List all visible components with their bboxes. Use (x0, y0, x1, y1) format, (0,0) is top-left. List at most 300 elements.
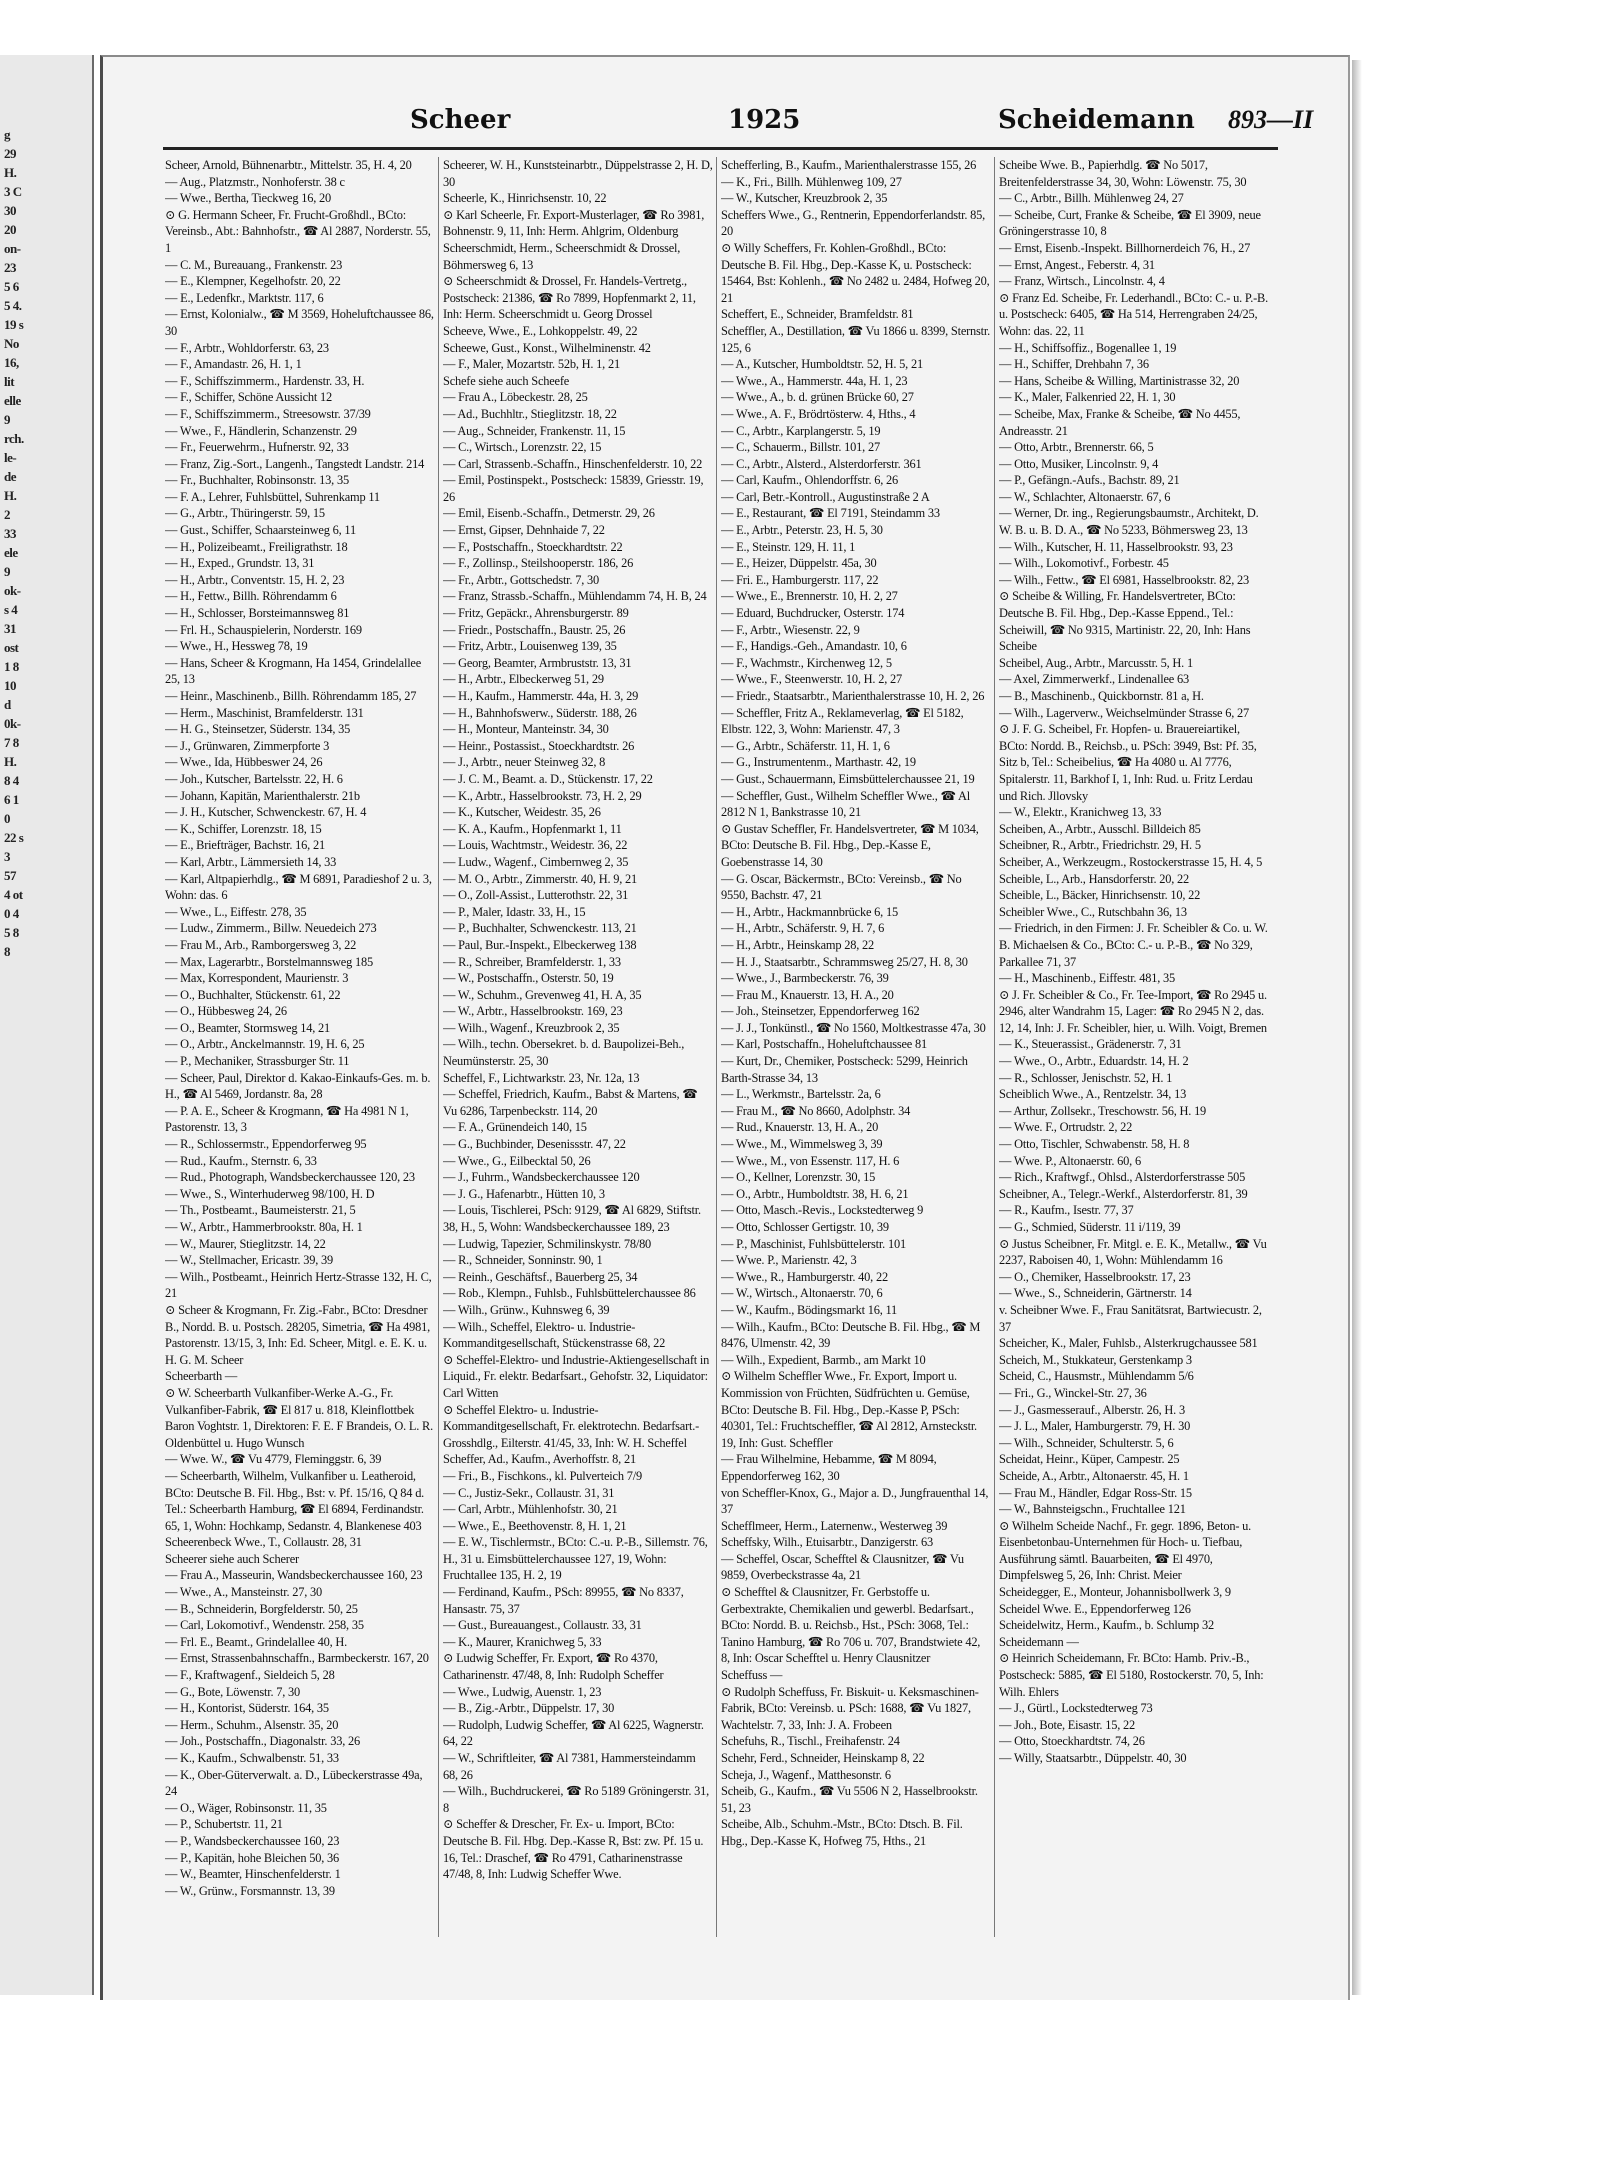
directory-entry: ⊙ Wilhelm Scheffler Wwe., Fr. Export, Import u. Kommission von Früchten, Südfrüchten u. Gemüse, BCto: Deutsche B. Fil. Hbg., Dep.-Kasse P, PSch: 40301, Tel.: Fruchtscheffler, ☎ Al 2812, Arnsteckstr. 19, Inh: Gust. Scheffler (721, 1369, 977, 1450)
directory-entry: — Otto, Masch.-Revis., Lockstedterweg 9 (721, 1203, 924, 1218)
directory-entry: — W., Elektr., Kranichweg 13, 33 (999, 805, 1162, 820)
directory-entry: — F., Wachmstr., Kirchenweg 12, 5 (721, 655, 892, 670)
directory-entry: — Hans, Scheibe & Willing, Martinistrasse 32, 20 (999, 373, 1240, 388)
directory-entry: — Fri., B., Fischkons., kl. Pulverteich 7/9 (443, 1468, 642, 1483)
directory-entry: — E., Arbtr., Peterstr. 23, H. 5, 30 (721, 523, 883, 538)
directory-entry: — Fr., Arbtr., Gottschedstr. 7, 30 (443, 572, 600, 587)
page-number: 893—II (1228, 105, 1314, 134)
directory-entry: Scheibner, A., Telegr.-Werkf., Alsterdorferstr. 81, 39 (999, 1186, 1248, 1201)
directory-entry: — Wwe. W., ☎ Vu 4779, Fleminggstr. 6, 39 (165, 1452, 382, 1467)
directory-entry: — F. A., Lehrer, Fuhlsbüttel, Suhrenkamp 11 (165, 489, 380, 504)
header-first-entry: Scheer (410, 105, 511, 135)
directory-entry: Scheibe Wwe. B., Papierhdlg. ☎ No 5017, Breitenfelderstrasse 34, 30, Wohn: Löwenstr. 75, 30 (999, 158, 1247, 189)
directory-entry: — Wwe. P., Marienstr. 42, 3 (721, 1253, 857, 1268)
directory-entry: ⊙ Rudolph Scheffuss, Fr. Biskuit- u. Keksmaschinen-Fabrik, BCto: Vereinsb. u. PSch: 1688, ☎ Vu 1827, Wachtelstr. 7, 33, Inh: J. A. Frobeen (721, 1684, 979, 1732)
directory-entry: — J. J., Tonkünstl., ☎ No 1560, Moltkestrasse 47a, 30 (721, 1020, 986, 1035)
directory-entry: — Th., Postbeamt., Baumeisterstr. 21, 5 (165, 1203, 356, 1218)
directory-entry: — Wilh., Lokomotivf., Forbestr. 45 (999, 556, 1169, 571)
directory-entry: — H., Monteur, Manteinstr. 34, 30 (443, 722, 609, 737)
directory-entry: — Ferdinand, Kaufm., PSch: 89955, ☎ No 8337, Hansastr. 75, 37 (443, 1585, 684, 1616)
directory-entry: — Otto, Schlosser Gertigstr. 10, 39 (721, 1220, 889, 1234)
directory-entry: — Friedrich, in den Firmen: J. Fr. Scheibler & Co. u. W. B. Michaelsen & Co., BCto: C.- u. P.-B., ☎ No 329, Parkallee 71, 37 (999, 921, 1268, 969)
directory-entry: — K., Kaufm., Schwalbenstr. 51, 33 (165, 1751, 339, 1765)
directory-entry: Scheiblich Wwe., A., Rentzelstr. 34, 13 (999, 1087, 1187, 1102)
directory-entry: — Otto, Tischler, Schwabenstr. 58, H. 8 (999, 1137, 1190, 1152)
directory-entry: — Ernst, Gipser, Dehnhaide 7, 22 (443, 523, 605, 538)
directory-entry: — W., Arbtr., Hammerbrookstr. 80a, H. 1 (165, 1220, 363, 1234)
directory-entry: — K., Fri., Billh. Mühlenweg 109, 27 (721, 174, 902, 189)
directory-entry: — F., Schiffer, Schöne Aussicht 12 (165, 390, 333, 405)
directory-entry: — W., Kutscher, Kreuzbrook 2, 35 (721, 191, 888, 206)
directory-entry: — J. C. M., Beamt. a. D., Stückenstr. 17, 22 (443, 771, 653, 786)
directory-entry: — K., Kutscher, Weidestr. 35, 26 (443, 805, 601, 820)
directory-page (100, 55, 1350, 2000)
directory-entry: — Frau A., Masseurin, Wandsbeckerchaussee 160, 23 (165, 1568, 423, 1583)
directory-entry: Scheffsky, Wilh., Etuisarbtr., Danzigerstr. 63 (721, 1535, 934, 1550)
directory-entry: Scheerenbeck Wwe., T., Collaustr. 28, 31 (165, 1535, 362, 1550)
directory-entry: — H., Arbtr., Elbeckerweg 51, 29 (443, 672, 604, 687)
directory-entry: — O., Buchhalter, Stückenstr. 61, 22 (165, 987, 341, 1002)
directory-entry: — J., Gürtl., Lockstedterweg 73 (999, 1701, 1153, 1716)
adjacent-page-text: g 29 H. 3 C 30 20 on- 23 5 6 5 4. 19 s No 16, lit elle 9 rch. le- de H. 2 33 ele 9 ok- s 4 31 ost 1 8 10 d 0k- 7 8 H. 8 4 6 1 0 22 s 3 57 4 ot 0 4 5 8 8 (4, 127, 24, 959)
directory-entry: Scheffert, E., Schneider, Bramfeldstr. 81 (721, 307, 914, 322)
directory-entry: — Scheer, Paul, Direktor d. Kakao-Einkaufs-Ges. m. b. H., ☎ Al 5469, Jordanstr. 8a, 28 (165, 1070, 431, 1102)
directory-entry: — Friedr., Staatsarbtr., Marienthalerstrasse 10, H. 2, 26 (721, 689, 985, 703)
directory-entry: — Carl, Strassenb.-Schaffn., Hinschenfelderstr. 10, 22 (443, 456, 703, 471)
directory-entry: — K., Arbtr., Hasselbrookstr. 73, H. 2, 29 (443, 788, 642, 803)
directory-entry: Scheib, G., Kaufm., ☎ Vu 5506 N 2, Hasselbrookstr. 51, 23 (721, 1784, 978, 1815)
directory-entry: — J. L., Maler, Hamburgerstr. 79, H. 30 (999, 1419, 1191, 1434)
directory-entry: Scheeve, Wwe., E., Lohkoppelstr. 49, 22 (443, 323, 638, 338)
directory-entry: — K., Steuerassist., Grädenerstr. 7, 31 (999, 1037, 1182, 1052)
directory-entry: Scheidat, Heinr., Küper, Campestr. 25 (999, 1452, 1180, 1467)
directory-entry: Scheerer, W. H., Kunststeinarbtr., Düppelstrasse 2, H. D, 30 (443, 158, 713, 189)
directory-entry: ⊙ Scheffer & Drescher, Fr. Ex- u. Import, BCto: Deutsche B. Fil. Hbg. Dep.-Kasse R, Bst: zw. Pf. 15 u. 16, Tel.: Draschef, ☎ Ro 4791, Catharinenstrasse 47/48, 8, Inh: Ludwig Scheffer Wwe. (443, 1817, 704, 1882)
directory-entry: — K., Maurer, Kranichweg 5, 33 (443, 1634, 602, 1649)
directory-entry: — Wwe., Ida, Hübbeswer 24, 26 (165, 755, 323, 770)
directory-entry: — W., Kaufm., Bödingsmarkt 16, 11 (721, 1302, 898, 1317)
directory-entry: — Carl, Arbtr., Mühlenhofstr. 30, 21 (443, 1502, 618, 1517)
directory-entry: — O., Zoll-Assist., Lutterothstr. 22, 31 (443, 888, 629, 903)
directory-entry: Scheffers Wwe., G., Rentnerin, Eppendorferlandstr. 85, 20 (721, 207, 986, 239)
directory-entry: — Carl, Lokomotivf., Wendenstr. 258, 35 (165, 1618, 364, 1633)
directory-entry: — O., Beamter, Stormsweg 14, 21 (165, 1020, 331, 1035)
directory-entry: — Rud., Knauerstr. 13, H. A., 20 (721, 1120, 879, 1135)
directory-entry: — Reinh., Geschäftsf., Bauerberg 25, 34 (443, 1269, 638, 1284)
directory-entry: — E., Klempner, Kegelhofstr. 20, 22 (165, 274, 341, 289)
directory-entry: — P., Maler, Idastr. 33, H., 15 (443, 904, 586, 919)
directory-entry: — K., Schiffer, Lorenzstr. 18, 15 (165, 821, 322, 836)
directory-entry: — C., Arbtr., Billh. Mühlenweg 24, 27 (999, 191, 1184, 206)
directory-entry: ⊙ Willy Scheffers, Fr. Kohlen-Großhdl., BCto: Deutsche B. Fil. Hbg., Dep.-Kasse K, u. Postscheck: 15464, Bst: Kohlenh., ☎ No 2482 u. 2484, Hofweg 20, 21 (721, 240, 990, 305)
directory-entry: — W., Arbtr., Hasselbrookstr. 169, 23 (443, 1004, 623, 1019)
directory-entry: — Heinr., Postassist., Stoeckhardtstr. 26 (443, 738, 635, 753)
directory-entry: — W., Beamter, Hinschenfelderstr. 1 (165, 1867, 341, 1882)
directory-entry: — Frl. E., Beamt., Grindelallee 40, H. (165, 1634, 348, 1649)
directory-entry: Scheidemann — (999, 1634, 1079, 1649)
column-4 (999, 157, 1269, 1957)
directory-entry: — B., Schneiderin, Borgfelderstr. 50, 25 (165, 1601, 358, 1616)
directory-entry: — Max, Korrespondent, Maurienstr. 3 (165, 971, 349, 986)
directory-entry: — Wwe., M., von Essenstr. 117, H. 6 (721, 1153, 900, 1168)
directory-entry: — P., Buchhalter, Schwenckestr. 113, 21 (443, 921, 637, 936)
directory-entry: — Ludw., Wagenf., Cimbernweg 2, 35 (443, 854, 629, 869)
directory-entry: — Frau M., Händler, Edgar Ross-Str. 15 (999, 1485, 1192, 1500)
directory-entry: — Wwe., S., Schneiderin, Gärtnerstr. 14 (999, 1286, 1192, 1301)
directory-entry: — G., Arbtr., Thüringerstr. 59, 15 (165, 506, 325, 521)
column-2 (443, 157, 713, 1957)
directory-entry: — H., Kontorist, Süderstr. 164, 35 (165, 1701, 329, 1716)
directory-entry: — Karl, Arbtr., Lämmersieth 14, 33 (165, 854, 337, 869)
directory-entry: — Wilh., Kutscher, H. 11, Hasselbrookstr. 93, 23 (999, 539, 1233, 554)
directory-entry: von Scheffler-Knox, G., Major a. D., Jungfrauenthal 14, 37 (721, 1485, 989, 1517)
directory-entry: Scheich, M., Stukkateur, Gerstenkamp 3 (999, 1352, 1192, 1367)
running-head (103, 105, 1348, 145)
adjacent-page-strip (0, 55, 94, 1995)
directory-entry: ⊙ Wilhelm Scheide Nachf., Fr. gegr. 1896, Beton- u. Eisenbetonbau-Unternehmen für Hoch- u. Tiefbau, Ausführung sämtl. Bauarbeiten, ☎ El 4970, Dimpfelsweg 5, 26, Inh: Christ. Meier (999, 1518, 1252, 1583)
directory-entry: — Max, Lagerarbtr., Borstelmannsweg 185 (165, 954, 373, 969)
directory-entry: — P. A. E., Scheer & Krogmann, ☎ Ha 4981 N 1, Pastorenstr. 13, 3 (165, 1103, 409, 1135)
directory-entry: — Scheffler, Gust., Wilhelm Scheffler Wwe., ☎ Al 2812 N 1, Bankstrasse 10, 21 (721, 788, 970, 820)
directory-entry: — P., Schubertstr. 11, 21 (165, 1817, 283, 1832)
directory-entry: — Herm., Maschinist, Bramfelderstr. 131 (165, 705, 364, 720)
directory-entry: — J., Grünwaren, Zimmerpforte 3 (165, 738, 330, 753)
directory-entry: — Ludw., Zimmerm., Billw. Neuedeich 273 (165, 921, 377, 936)
directory-entry: — K., Maler, Falkenried 22, H. 1, 30 (999, 390, 1176, 405)
directory-entry: — K., Ober-Güterverwalt. a. D., Lübeckerstrasse 49a, 24 (165, 1767, 423, 1799)
directory-entry: — Gust., Schauermann, Eimsbüttelerchaussee 21, 19 (721, 771, 975, 786)
directory-entry: Scheerer siehe auch Scherer (165, 1551, 299, 1566)
directory-entry: — Scheerbarth, Wilhelm, Vulkanfiber u. Leatheroid, BCto: Deutsche B. Fil. Hbg., Bst: v. Pf. 15/16, Q 84 d. Tel.: Scheerbarth Hamburg, ☎ El 6894, Ferdinandstr. 65, 1, Wohn: Hochkamp, Sedanstr. 4, Blankenese 403 (165, 1468, 425, 1533)
directory-entry: — Rob., Klempn., Fuhlsb., Fuhlsbüttelerchaussee 86 (443, 1286, 696, 1301)
directory-entry: — Axel, Zimmerwerkf., Lindenallee 63 (999, 672, 1189, 687)
directory-entry: — R., Schlossermstr., Eppendorferweg 95 (165, 1137, 367, 1152)
directory-entry: — P., Maschinist, Fuhlsbüttelerstr. 101 (721, 1236, 906, 1251)
directory-entry: — Werner, Dr. ing., Regierungsbaumstr., Architekt, D. W. B. u. B. D. A., ☎ No 5233, Böhmersweg 23, 13 (999, 506, 1259, 538)
directory-entry: — Emil, Postinspekt., Postscheck: 15839, Griesstr. 19, 26 (443, 473, 704, 504)
directory-entry: — K. A., Kaufm., Hopfenmarkt 1, 11 (443, 821, 622, 836)
directory-entry: — Franz, Strassb.-Schaffn., Mühlendamm 74, H. B, 24 (443, 589, 707, 604)
directory-entry: — Wwe., Bertha, Tieckweg 16, 20 (165, 191, 331, 206)
directory-entry: Scheid, C., Hausmstr., Mühlendamm 5/6 (999, 1369, 1194, 1384)
directory-entry: — Ernst, Eisenb.-Inspekt. Billhornerdeich 76, H., 27 (999, 240, 1251, 255)
directory-entry: Scheerle, K., Hinrichsenstr. 10, 22 (443, 191, 607, 206)
directory-entry: ⊙ J. F. G. Scheibel, Fr. Hopfen- u. Brauereiartikel, BCto: Nordd. B., Reichsb., u. PSch: 3949, Bst: Pf. 35, Sitz b, Tel.: Scheibelius, ☎ Ha 4080 u. Al 7776, Spitalerstr. 11, Barkhof I, 1, Inh: Rud. u. Fritz Lerdau und Rich. Jllovsky (999, 722, 1257, 803)
directory-entry: — H., Arbtr., Conventstr. 15, H. 2, 23 (165, 572, 345, 587)
directory-entry: — Ernst, Kolonialw., ☎ M 3569, Hoheluftchaussee 86, 30 (165, 307, 434, 338)
directory-entry: — E., Restaurant, ☎ El 7191, Steindamm 33 (721, 506, 940, 521)
header-year: 1925 (728, 105, 801, 135)
directory-entry: — Wilh., Fettw., ☎ El 6981, Hasselbrookstr. 82, 23 (999, 572, 1249, 587)
directory-entry: — Arthur, Zollsekr., Treschowstr. 56, H. 19 (999, 1103, 1207, 1118)
directory-entry: ⊙ Heinrich Scheidemann, Fr. BCto: Hamb. Priv.-B., Postscheck: 5885, ☎ El 5180, Rostockerstr. 70, 5, Inh: Wilh. Ehlers (999, 1651, 1264, 1699)
directory-entry: — Emil, Eisenb.-Schaffn., Detmerstr. 29, 26 (443, 506, 655, 521)
directory-entry: — Gust., Bureauangest., Collaustr. 33, 31 (443, 1618, 642, 1633)
directory-entry: — G., Instrumentenm., Marthastr. 42, 19 (721, 755, 916, 770)
directory-entry: — C., Arbtr., Karplangerstr. 5, 19 (721, 423, 881, 438)
directory-entry: — Rud., Kaufm., Sternstr. 6, 33 (165, 1153, 317, 1168)
directory-entry: Scheffer, Ad., Kaufm., Averhoffstr. 8, 21 (443, 1452, 636, 1467)
directory-entry: — H. J., Staatsarbtr., Schrammsweg 25/27, H. 8, 30 (721, 954, 968, 969)
directory-entry: — W., Wirtsch., Altonaerstr. 70, 6 (721, 1286, 883, 1301)
directory-entry: — F., Arbtr., Wohldorferstr. 63, 23 (165, 340, 329, 355)
directory-entry: Scheibner, R., Arbtr., Friedrichstr. 29, H. 5 (999, 838, 1201, 853)
directory-entry: — E., Steinstr. 129, H. 11, 1 (721, 539, 856, 554)
directory-entry: — Hans, Scheer & Krogmann, Ha 1454, Grindelallee 25, 13 (165, 655, 422, 687)
directory-entry: — F. A., Grünendeich 140, 15 (443, 1120, 587, 1135)
directory-entry: — Franz, Wirtsch., Lincolnstr. 4, 4 (999, 274, 1165, 289)
directory-entry: Scheerschmidt, Herm., Scheerschmidt & Drossel, Böhmersweg 6, 13 (443, 240, 681, 272)
directory-entry: — Ernst, Strassenbahnschaffn., Barmbeckerstr. 167, 20 (165, 1651, 429, 1666)
directory-entry: — M. O., Arbtr., Zimmerstr. 40, H. 9, 21 (443, 871, 638, 886)
directory-entry: — F., Schiffszimmerm., Streesowstr. 37/39 (165, 406, 371, 421)
directory-entry: — Scheibe, Max, Franke & Scheibe, ☎ No 4455, Andreasstr. 21 (999, 406, 1241, 438)
directory-entry: — Louis, Tischlerei, PSch: 9129, ☎ Al 6829, Stiftstr. 38, H., 5, Wohn: Wandsbeckerchaussee 189, 23 (443, 1203, 701, 1234)
directory-entry: — F., Postschaffn., Stoeckhardtstr. 22 (443, 539, 623, 554)
directory-entry: — R., Schneider, Sonninstr. 90, 1 (443, 1253, 603, 1268)
directory-entry: — Wwe., E., Brennerstr. 10, H. 2, 27 (721, 589, 898, 604)
directory-entry: — Wwe., O., Arbtr., Eduardstr. 14, H. 2 (999, 1054, 1189, 1069)
directory-entry: — W., Grünw., Forsmannstr. 13, 39 (165, 1883, 335, 1898)
directory-entry: — O., Wäger, Robinsonstr. 11, 35 (165, 1800, 327, 1815)
directory-entry: — L., Werkmstr., Bartelsstr. 2a, 6 (721, 1087, 881, 1102)
directory-entry: — Otto, Arbtr., Brennerstr. 66, 5 (999, 440, 1154, 455)
directory-entry: — Joh., Steinsetzer, Eppendorferweg 162 (721, 1004, 920, 1019)
directory-entry: — H., Schiffer, Drehbahn 7, 36 (999, 357, 1149, 372)
directory-entry: Scheidelwitz, Herm., Kaufm., b. Schlump 32 (999, 1618, 1214, 1633)
directory-entry: — H. G., Steinsetzer, Süderstr. 134, 35 (165, 722, 351, 737)
directory-entry: — C., Schauerm., Billstr. 101, 27 (721, 440, 880, 455)
directory-entry: — Wilh., Postbeamt., Heinrich Hertz-Strasse 132, H. C, 21 (165, 1269, 432, 1301)
directory-entry: — Willy, Staatsarbtr., Düppelstr. 40, 30 (999, 1751, 1187, 1765)
directory-entry: — H., Schlosser, Borsteimannsweg 81 (165, 606, 350, 621)
directory-entry: — H., Kaufm., Hammerstr. 44a, H. 3, 29 (443, 689, 639, 703)
directory-entry: Scheewe, Gust., Konst., Wilhelminenstr. 42 (443, 340, 651, 355)
directory-entry: — W., Schriftleiter, ☎ Al 7381, Hammersteindamm 68, 26 (443, 1751, 696, 1782)
directory-entry: — F., Amandastr. 26, H. 1, 1 (165, 357, 302, 372)
directory-entry: — O., Kellner, Lorenzstr. 30, 15 (721, 1170, 876, 1185)
directory-entry: — W., Maurer, Stieglitzstr. 14, 22 (165, 1236, 326, 1251)
directory-entry: — Wilh., techn. Obersekret. b. d. Baupolizei-Beh., Neumünsterstr. 25, 30 (443, 1037, 685, 1069)
directory-entry: — Kurt, Dr., Chemiker, Postscheck: 5299, Heinrich Barth-Strasse 34, 13 (721, 1054, 968, 1085)
directory-entry: — H., Arbtr., Hackmannbrücke 6, 15 (721, 904, 898, 919)
directory-entry: — W., Schlachter, Altonaerstr. 67, 6 (999, 489, 1171, 504)
directory-entry: — Wilh., Scheffel, Elektro- u. Industrie-Kommanditgesellschaft, Stückenstrasse 68, 22 (443, 1319, 666, 1351)
directory-entry: — B., Maschinenb., Quickbornstr. 81 a, H. (999, 689, 1204, 703)
directory-entry: — O., Hübbesweg 24, 26 (165, 1004, 287, 1019)
directory-entry: — G. Oscar, Bäckermstr., BCto: Vereinsb., ☎ No 9550, Bachstr. 47, 21 (721, 871, 962, 903)
directory-entry: — J., Gasmesserauf., Alberstr. 26, H. 3 (999, 1402, 1185, 1417)
directory-entry: Scheidel Wwe. E., Eppendorferweg 126 (999, 1601, 1191, 1616)
directory-entry: — J. G., Hafenarbtr., Hütten 10, 3 (443, 1186, 605, 1201)
directory-entry: Scheffuss — (721, 1668, 783, 1683)
page-edge-shadow (1352, 60, 1362, 1995)
directory-entry: — W., Bahnsteigschn., Fruchtallee 121 (999, 1502, 1186, 1517)
directory-entry: — Wwe. F., Ortrudstr. 2, 22 (999, 1120, 1133, 1135)
directory-entry: — Paul, Bur.-Inspekt., Elbeckerweg 138 (443, 937, 637, 952)
directory-entry: — Heinr., Maschinenb., Billh. Röhrendamm 185, 27 (165, 689, 417, 703)
directory-entry: ⊙ J. Fr. Scheibler & Co., Fr. Tee-Import, ☎ Ro 2945 u. 2946, alter Wandrahm 15, Lager: ☎ Ro 2945 N 2, das. 12, 14, Inh: J. Fr. Scheibler, hier, u. Wilh. Voigt, Bremen (999, 987, 1267, 1035)
directory-entry: ⊙ Scheffel Elektro- u. Industrie-Kommanditgesellschaft, Fr. elektrotechn. Bedarfsart.-Grosshdlg., Eilterstr. 41/45, 33, Inh: W. H. Scheffel (443, 1402, 700, 1450)
directory-entry: — Ernst, Angest., Feberstr. 4, 31 (999, 257, 1155, 272)
directory-entry: — H., Polizeibeamt., Freiligrathstr. 18 (165, 539, 348, 554)
directory-entry: — Wilh., Expedient, Barmb., am Markt 10 (721, 1352, 926, 1367)
directory-entry: — Wilh., Kaufm., BCto: Deutsche B. Fil. Hbg., ☎ M 8476, Ulmenstr. 42, 39 (721, 1319, 981, 1351)
directory-entry: — Frau M., ☎ No 8660, Adolphstr. 34 (721, 1103, 911, 1118)
directory-entry: — Wwe., F., Händlerin, Schanzenstr. 29 (165, 423, 357, 438)
directory-entry: — Scheffler, Fritz A., Reklameverlag, ☎ El 5182, Elbstr. 122, 3, Wohn: Marienstr. 47, 3 (721, 705, 964, 737)
directory-entry: — E., Ledenfkr., Marktstr. 117, 6 (165, 290, 324, 305)
directory-entry: — Georg, Beamter, Armbruststr. 13, 31 (443, 655, 632, 670)
directory-entry: — B., Zig.-Arbtr., Düppelstr. 17, 30 (443, 1701, 615, 1716)
directory-entry: — R., Kaufm., Isestr. 77, 37 (999, 1203, 1134, 1218)
directory-entry: — Wilh., Wagenf., Kreuzbrook 2, 35 (443, 1020, 620, 1035)
column-1 (165, 157, 435, 1957)
directory-entry: Schefuhs, R., Tischl., Freihafenstr. 24 (721, 1734, 900, 1749)
directory-entry: — G., Bote, Löwenstr. 7, 30 (165, 1684, 301, 1699)
directory-entry: — W., Postschaffn., Osterstr. 50, 19 (443, 971, 614, 986)
directory-entry: — J. H., Kutscher, Schwenckestr. 67, H. 4 (165, 805, 367, 820)
directory-entry: — J., Arbtr., neuer Steinweg 32, 8 (443, 755, 606, 770)
directory-entry: — Aug., Schneider, Frankenstr. 11, 15 (443, 423, 626, 438)
directory-entry: — H., Fettw., Billh. Röhrendamm 6 (165, 589, 337, 604)
directory-entry: — Fr., Buchhalter, Robinsonstr. 13, 35 (165, 473, 349, 488)
directory-entry: — Scheibe, Curt, Franke & Scheibe, ☎ El 3909, neue Gröningerstrasse 10, 8 (999, 207, 1261, 239)
directory-entry: — C., Arbtr., Alsterd., Alsterdorferstr. 361 (721, 456, 922, 471)
directory-entry: — F., Maler, Mozartstr. 52b, H. 1, 21 (443, 357, 620, 372)
directory-entry: — Wwe., G., Eilbecktal 50, 26 (443, 1153, 591, 1168)
directory-entry: — Ludwig, Tapezier, Schmilinskystr. 78/80 (443, 1236, 652, 1251)
directory-entry: — Friedr., Postschaffn., Baustr. 25, 26 (443, 622, 626, 637)
directory-entry: — P., Mechaniker, Strassburger Str. 11 (165, 1054, 350, 1069)
directory-entry: Scheer, Arnold, Bühnenarbtr., Mittelstr. 35, H. 4, 20 (165, 158, 412, 172)
directory-entry: — O., Chemiker, Hasselbrookstr. 17, 23 (999, 1269, 1191, 1284)
directory-entry: — Wwe., F., Steenwerstr. 10, H. 2, 27 (721, 672, 903, 687)
directory-entry: — Wwe., R., Hamburgerstr. 40, 22 (721, 1269, 888, 1284)
directory-entry: — Johann, Kapitän, Marienthalerstr. 21b (165, 788, 360, 803)
directory-entry: Scheible, L., Arb., Hansdorferstr. 20, 22 (999, 871, 1190, 886)
directory-entry: — F., Arbtr., Wiesenstr. 22, 9 (721, 622, 860, 637)
directory-entry: — Wwe., S., Winterhuderweg 98/100, H. D (165, 1186, 375, 1201)
directory-entry: — Wwe., A., b. d. grünen Brücke 60, 27 (721, 390, 914, 405)
directory-entry: — Wwe., A., Hammerstr. 44a, H. 1, 23 (721, 373, 908, 388)
directory-entry: — H., Exped., Grundstr. 13, 31 (165, 556, 315, 571)
directory-entry: ⊙ Scheffel-Elektro- und Industrie-Aktiengesellschaft in Liquid., Fr. elektr. Bedarfsart., Gehofstr. 32, Liquidator: Carl Witten (443, 1352, 710, 1400)
column-divider (438, 157, 439, 1937)
directory-entry: — Joh., Kutscher, Bartelsstr. 22, H. 6 (165, 771, 343, 786)
directory-entry: — C., Justiz-Sekr., Collaustr. 31, 31 (443, 1485, 615, 1500)
directory-entry: — Frl. H., Schauspielerin, Norderstr. 169 (165, 622, 362, 637)
directory-entry: — Joh., Bote, Eisastr. 15, 22 (999, 1717, 1136, 1732)
directory-entry: — W., Stellmacher, Ericastr. 39, 39 (165, 1253, 334, 1268)
directory-entry: ⊙ Scheibe & Willing, Fr. Handelsvertreter, BCto: Deutsche B. Fil. Hbg., Dep.-Kasse Eppend., Tel.: Scheiwill, ☎ No 9315, Martinistr. 22, 20, Inh: Hans Scheibe (999, 589, 1251, 654)
directory-entry: — F., Zollinsp., Steilshooperstr. 186, 26 (443, 556, 634, 571)
directory-entry: — Frau M., Knauerstr. 13, H. A., 20 (721, 987, 894, 1002)
directory-entry: — Fritz, Arbtr., Louisenweg 139, 35 (443, 639, 617, 654)
directory-entry: — Rud., Photograph, Wandsbeckerchaussee 120, 23 (165, 1170, 415, 1185)
directory-entry: Scheerbarth — (165, 1369, 238, 1384)
directory-entry: v. Scheibner Wwe. F., Frau Sanitätsrat, Bartwiecustr. 2, 37 (999, 1302, 1262, 1334)
directory-entry: — Karl, Altpapierhdlg., ☎ M 6891, Paradieshof 2 u. 3, Wohn: das. 6 (165, 871, 432, 903)
directory-entry: Scheffler, A., Destillation, ☎ Vu 1866 u. 8399, Sternstr. 125, 6 (721, 323, 991, 355)
directory-entry: — F., Schiffszimmerm., Hardenstr. 33, H. (165, 373, 365, 388)
directory-entry: — P., Gefängn.-Aufs., Bachstr. 89, 21 (999, 473, 1180, 488)
directory-entry: — O., Arbtr., Anckelmannstr. 19, H. 6, 25 (165, 1037, 365, 1052)
directory-entry: Scheffel, F., Lichtwarkstr. 23, Nr. 12a, 13 (443, 1070, 640, 1085)
directory-entry: ⊙ Karl Scheerle, Fr. Export-Musterlager, ☎ Ro 3981, Bohnenstr. 9, 11, Inh: Herm. Ahlgrim, Oldenburg (443, 207, 705, 239)
directory-entry: — H., Maschinenb., Eiffestr. 481, 35 (999, 971, 1175, 986)
directory-entry: — Wilh., Grünw., Kuhnsweg 6, 39 (443, 1302, 610, 1317)
directory-entry: — Franz, Zig.-Sort., Langenh., Tangstedt Landstr. 214 (165, 456, 425, 471)
directory-entry: — Eduard, Buchdrucker, Osterstr. 174 (721, 606, 905, 621)
directory-entry: Scheible, L., Bäcker, Hinrichsenstr. 10, 22 (999, 888, 1201, 903)
directory-entry: Scheibel, Aug., Arbtr., Marcusstr. 5, H. 1 (999, 655, 1193, 670)
directory-entry: — Fri., G., Winckel-Str. 27, 36 (999, 1385, 1147, 1400)
directory-entry: Scheiber, A., Werkzeugm., Rostockerstrasse 15, H. 4, 5 (999, 854, 1263, 869)
directory-entry: — Frau Wilhelmine, Hebamme, ☎ M 8094, Eppendorferweg 162, 30 (721, 1452, 937, 1483)
directory-entry: — F., Kraftwagenf., Sieldeich 5, 28 (165, 1668, 335, 1683)
directory-entry: ⊙ Justus Scheibner, Fr. Mitgl. e. E. K., Metallw., ☎ Vu 2237, Raboisen 40, 1, Wohn: Mühlendamm 16 (999, 1236, 1267, 1268)
directory-entry: — C., Wirtsch., Lorenzstr. 22, 15 (443, 440, 602, 455)
header-last-entry: Scheidemann (998, 105, 1195, 135)
directory-entry: Scheiben, A., Arbtr., Ausschl. Billdeich 85 (999, 821, 1201, 836)
directory-entry: — G., Buchbinder, Desenissstr. 47, 22 (443, 1137, 626, 1152)
directory-entry: — E., Briefträger, Bachstr. 16, 21 (165, 838, 325, 853)
directory-entry: ⊙ Schefftel & Clausnitzer, Fr. Gerbstoffe u. Gerbextrakte, Chemikalien und gewerbl. Bedarfsart., BCto: Nordd. B. u. Reichsb., Hst., PSch: 3068, Tel.: Tanino Hamburg, ☎ Ro 706 u. 707, Brandstwiete 42, 8, Inh: Oscar Schefftel u. Henry Clausnitzer (721, 1585, 981, 1666)
directory-entry: Scheidegger, E., Monteur, Johannisbollwerk 3, 9 (999, 1585, 1231, 1600)
directory-entry: — Joh., Postschaffn., Diagonalstr. 33, 26 (165, 1734, 360, 1749)
directory-entry: Scheide, A., Arbtr., Altonaerstr. 45, H. 1 (999, 1468, 1189, 1483)
directory-entry: — Fr., Feuerwehrm., Hufnerstr. 92, 33 (165, 440, 349, 455)
directory-entry: — R., Schlosser, Jenischstr. 52, H. 1 (999, 1070, 1173, 1085)
directory-entry: — R., Schreiber, Bramfelderstr. 1, 33 (443, 954, 621, 969)
directory-entry: — H., Arbtr., Schäferstr. 9, H. 7, 6 (721, 921, 885, 936)
directory-entry: — Carl, Kaufm., Ohlendorffstr. 6, 26 (721, 473, 899, 488)
directory-entry: — G., Schmied, Süderstr. 11 i/119, 39 (999, 1220, 1181, 1234)
column-divider (716, 157, 717, 1937)
directory-entry: — Wilh., Buchdruckerei, ☎ Ro 5189 Gröningerstr. 31, 8 (443, 1784, 710, 1815)
header-rule (163, 147, 1278, 150)
directory-entry: — Wwe., L., Eiffestr. 278, 35 (165, 904, 307, 919)
directory-entry: ⊙ Ludwig Scheffer, Fr. Export, ☎ Ro 4370, Catharinenstr. 47/48, 8, Inh: Rudolph Scheffer (443, 1651, 664, 1683)
directory-entry: — C. M., Bureauang., Frankenstr. 23 (165, 257, 343, 272)
directory-entry: ⊙ Scheer & Krogmann, Fr. Zig.-Fabr., BCto: Dresdner B., Nordd. B. u. Postsch. 28205, Simetria, ☎ Ha 4981, Pastorenstr. 13/15, 3, Inh: Ed. Scheer, Mitgl. e. E. K. u. H. G. M. Scheer (165, 1302, 431, 1367)
directory-entry: Scheja, J., Wagenf., Matthesonstr. 6 (721, 1767, 891, 1782)
directory-entry: — Ad., Buchhltr., Stieglitzstr. 18, 22 (443, 406, 617, 421)
directory-entry: — J., Fuhrm., Wandsbeckerchaussee 120 (443, 1170, 640, 1185)
directory-entry: ⊙ G. Hermann Scheer, Fr. Frucht-Großhdl., BCto: Vereinsb., Abt.: Bahnhofstr., ☎ Al 2887, Norderstr. 55, 1 (165, 207, 431, 255)
directory-entry: — Carl, Betr.-Kontroll., Augustinstraße 2 A (721, 489, 930, 504)
directory-entry: Schehr, Ferd., Schneider, Heinskamp 8, 22 (721, 1751, 925, 1765)
directory-entry: — A., Kutscher, Humboldtstr. 52, H. 5, 21 (721, 357, 923, 372)
directory-entry: — W., Schuhm., Grevenweg 41, H. A, 35 (443, 987, 642, 1002)
directory-entry: — Louis, Wachtmstr., Weidestr. 36, 22 (443, 838, 628, 853)
directory-entry: — E. W., Tischlermstr., BCto: C.-u. P.-B., Sillemstr. 76, H., 31 u. Eimsbüttelerchaussee 127, 19, Wohn: Fruchtallee 135, H. 2, 19 (443, 1535, 708, 1583)
directory-entry: Scheibe, Alb., Schuhm.-Mstr., BCto: Dtsch. B. Fil. Hbg., Dep.-Kasse K, Hofweg 75, Hths., 21 (721, 1817, 963, 1848)
directory-entry: ⊙ Franz Ed. Scheibe, Fr. Lederhandl., BCto: C.- u. P.-B. u. Postscheck: 6405, ☎ Ha 514, Herrengraben 24/25, Wohn: das. 22, 11 (999, 290, 1268, 338)
directory-entry: — P., Kapitän, hohe Bleichen 50, 36 (165, 1850, 340, 1865)
directory-entry: — Wwe. P., Altonaerstr. 60, 6 (999, 1153, 1141, 1168)
directory-entry: — Gust., Schiffer, Schaarsteinweg 6, 11 (165, 523, 356, 538)
directory-entry: — Scheffel, Friedrich, Kaufm., Babst & Martens, ☎ Vu 6286, Tarpenbeckstr. 114, 20 (443, 1087, 698, 1118)
directory-entry: — Rich., Kraftwgf., Ohlsd., Alsterdorferstrasse 505 (999, 1170, 1246, 1185)
directory-entry: — P., Wandsbeckerchaussee 160, 23 (165, 1833, 340, 1848)
directory-entry: — Wwe., J., Barmbeckerstr. 76, 39 (721, 971, 889, 986)
directory-entry: — Frau A., Löbeckestr. 28, 25 (443, 390, 588, 405)
directory-entry: ⊙ Gustav Scheffler, Fr. Handelsvertreter, ☎ M 1034, BCto: Deutsche B. Fil. Hbg., Dep.-Kasse E, Goebenstrasse 14, 30 (721, 821, 979, 869)
directory-entry: — Fri. E., Hamburgerstr. 117, 22 (721, 572, 879, 587)
directory-entry: — Wwe., H., Hessweg 78, 19 (165, 639, 308, 654)
